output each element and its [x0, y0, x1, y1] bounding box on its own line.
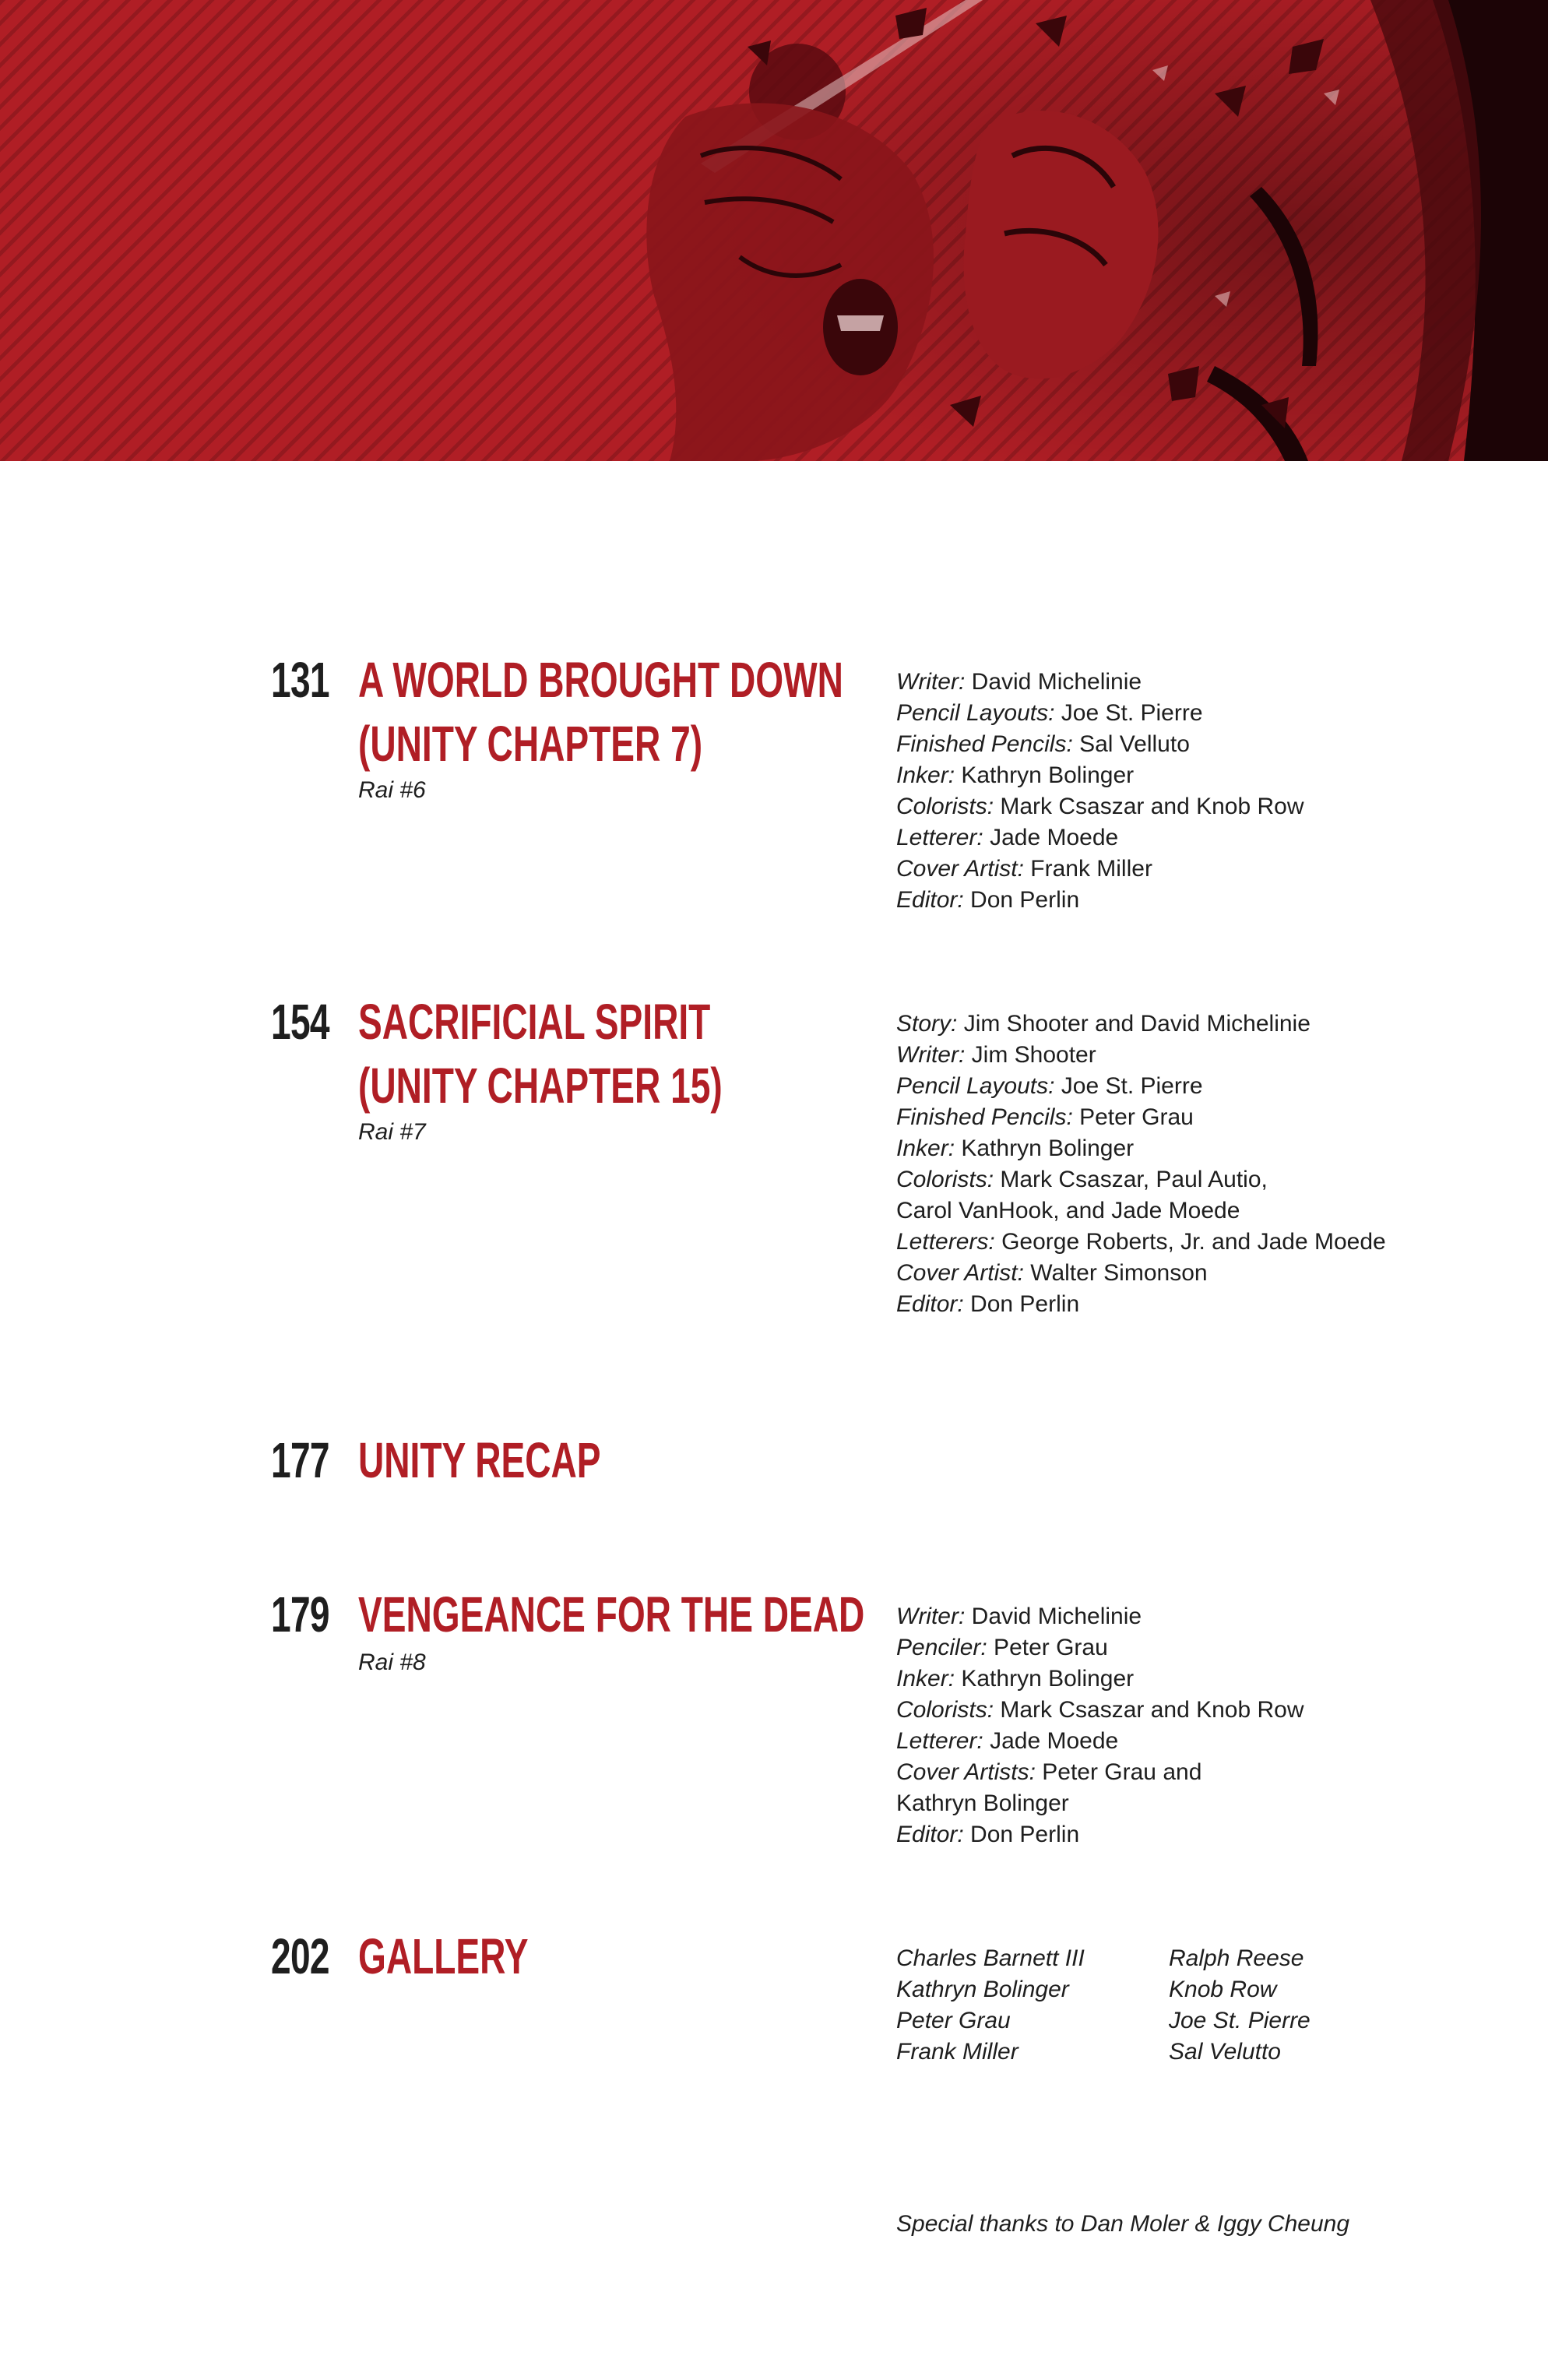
credit-name: George Roberts, Jr. and Jade Moede: [994, 1229, 1386, 1255]
credit-name: Don Perlin: [963, 1291, 1080, 1317]
credit-line: [896, 791, 1519, 822]
credit-name: Kathryn Bolinger: [955, 1666, 1135, 1692]
credits-list: [896, 667, 1519, 916]
gallery-artist: Frank Miller: [896, 2039, 1019, 2065]
credit-role: Pencil Layouts:: [896, 1073, 1055, 1099]
credit-name: Jim Shooter: [965, 1042, 1096, 1068]
credit-role: Editor:: [896, 887, 964, 913]
credit-line: [896, 698, 1519, 729]
credit-name: Walter Simonson: [1023, 1260, 1208, 1286]
credit-name: David Michelinie: [965, 1604, 1142, 1629]
page-number: 177: [271, 1432, 329, 1488]
credit-role: Pencil Layouts:: [896, 700, 1055, 726]
story-title-line: SACRIFICIAL SPIRIT: [358, 994, 711, 1050]
gallery-column: [896, 1943, 1161, 2068]
credit-line: [896, 1632, 1519, 1664]
credit-line: [896, 1664, 1519, 1695]
credit-role: Colorists:: [896, 1167, 994, 1192]
issue-label: Rai #8: [358, 1649, 426, 1675]
credit-line: [896, 1195, 1519, 1227]
story-title: [358, 1924, 751, 1988]
page-number: 179: [271, 1586, 329, 1642]
credit-name: Jade Moede: [983, 825, 1119, 850]
credit-name: Peter Grau: [987, 1635, 1108, 1660]
gallery-artist: Knob Row: [1169, 1977, 1277, 2002]
credit-line: [896, 729, 1519, 760]
credit-role: Writer:: [896, 669, 966, 695]
credit-line: [896, 1164, 1519, 1195]
story-title-line: VENGEANCE FOR THE DEAD: [358, 1586, 865, 1642]
credit-name: Peter Grau: [1072, 1104, 1194, 1130]
credit-role: Finished Pencils:: [896, 731, 1073, 757]
issue-label: Rai #6: [358, 777, 426, 803]
gallery-artist: Sal Velutto: [1169, 2039, 1281, 2065]
credit-line: [896, 1009, 1519, 1040]
credit-line: [896, 760, 1519, 791]
story-title-line: (UNITY CHAPTER 7): [358, 716, 703, 772]
credit-name: David Michelinie: [965, 669, 1142, 695]
credit-role: Cover Artist:: [896, 856, 1024, 882]
credit-role: Editor:: [896, 1822, 964, 1847]
credit-line: [896, 1819, 1519, 1850]
credit-name: Kathryn Bolinger: [955, 1135, 1135, 1161]
credit-role: Letterer:: [896, 1728, 983, 1754]
credit-line: [896, 1788, 1519, 1819]
credit-line: [896, 1695, 1519, 1726]
credit-role: Inker:: [896, 762, 955, 788]
credit-line: [896, 1071, 1519, 1102]
credit-line: [896, 822, 1519, 854]
credits-list: [896, 1601, 1519, 1850]
credit-name: Kathryn Bolinger: [955, 762, 1135, 788]
credit-name: Mark Csaszar and Knob Row: [994, 1697, 1304, 1723]
comic-art-illustration: [0, 0, 1548, 461]
credit-name: Frank Miller: [1023, 856, 1152, 882]
story-title: [358, 990, 751, 1118]
credit-line: [896, 885, 1519, 916]
credit-line: [896, 1040, 1519, 1071]
gallery-artist: Peter Grau: [896, 2008, 1011, 2033]
credit-role: Colorists:: [896, 794, 994, 819]
gallery-artist: Joe St. Pierre: [1169, 2008, 1311, 2033]
story-title: [358, 1583, 865, 1646]
credit-role: Cover Artists:: [896, 1759, 1036, 1785]
credit-role: Writer:: [896, 1604, 966, 1629]
credit-line: [896, 1601, 1519, 1632]
credit-name: Don Perlin: [963, 1822, 1080, 1847]
issue-label: Rai #7: [358, 1119, 426, 1145]
gallery-artist: Ralph Reese: [1169, 1945, 1304, 1971]
credit-name: Joe St. Pierre: [1054, 700, 1203, 726]
credit-line: [896, 1102, 1519, 1133]
gallery-artist: Kathryn Bolinger: [896, 1977, 1069, 2002]
credit-name: Sal Velluto: [1072, 731, 1190, 757]
credit-line: [896, 1757, 1519, 1788]
story-title-line: (UNITY CHAPTER 15): [358, 1058, 723, 1114]
credit-line: [896, 854, 1519, 885]
gallery-column: [1169, 1943, 1434, 2068]
credit-name: Mark Csaszar and Knob Row: [994, 794, 1304, 819]
credit-name: Jade Moede: [983, 1728, 1119, 1754]
credit-name: Peter Grau and: [1035, 1759, 1202, 1785]
credit-name: Mark Csaszar, Paul Autio,: [994, 1167, 1268, 1192]
credits-list: [896, 1009, 1519, 1320]
page-number: 154: [271, 994, 329, 1050]
gallery-artist: Charles Barnett III: [896, 1945, 1085, 1971]
story-title: [358, 648, 843, 776]
credit-role: Cover Artist:: [896, 1260, 1024, 1286]
credit-role: Writer:: [896, 1042, 966, 1068]
credit-line: [896, 1133, 1519, 1164]
credit-name: Jim Shooter and David Michelinie: [957, 1011, 1311, 1037]
credit-role: Letterers:: [896, 1229, 995, 1255]
credit-name: Carol VanHook, and Jade Moede: [896, 1198, 1240, 1223]
credit-role: Inker:: [896, 1666, 955, 1692]
story-title-line: GALLERY: [358, 1928, 529, 1984]
header-banner-artwork: [0, 0, 1548, 461]
credit-line: [896, 1289, 1519, 1320]
credit-line: [896, 1227, 1519, 1258]
credit-role: Letterer:: [896, 825, 983, 850]
credit-name: Joe St. Pierre: [1054, 1073, 1203, 1099]
credit-role: Inker:: [896, 1135, 955, 1161]
credit-role: Finished Pencils:: [896, 1104, 1073, 1130]
story-title-line: A WORLD BROUGHT DOWN: [358, 652, 843, 708]
credit-line: [896, 1258, 1519, 1289]
special-thanks: Special thanks to Dan Moler & Iggy Cheung: [896, 2211, 1349, 2237]
credit-line: [896, 1726, 1519, 1757]
page-number: 131: [271, 652, 329, 708]
story-title-line: UNITY RECAP: [358, 1432, 601, 1488]
credit-role: Story:: [896, 1011, 958, 1037]
credit-name: Kathryn Bolinger: [896, 1790, 1069, 1816]
story-title: [358, 1428, 751, 1492]
credit-name: Don Perlin: [963, 887, 1080, 913]
credit-role: Penciler:: [896, 1635, 987, 1660]
credit-role: Colorists:: [896, 1697, 994, 1723]
credit-line: [896, 667, 1519, 698]
page-number: 202: [271, 1928, 329, 1984]
credit-role: Editor:: [896, 1291, 964, 1317]
